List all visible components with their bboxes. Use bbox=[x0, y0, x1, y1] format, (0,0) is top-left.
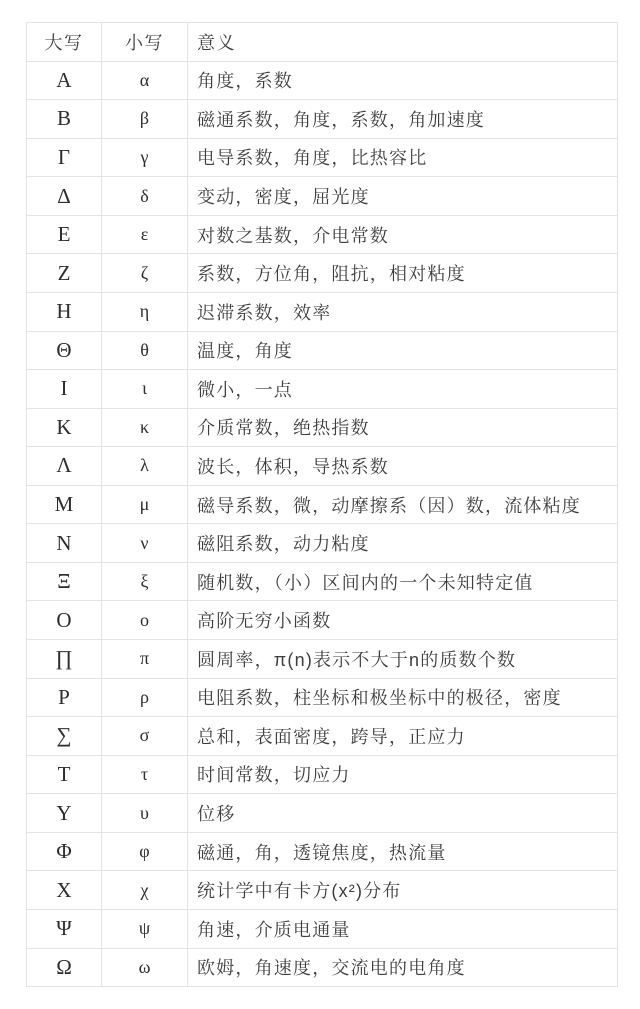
meaning-text: 温度，角度 bbox=[187, 332, 617, 370]
table-header-row bbox=[27, 23, 617, 61]
uppercase-letter: ∑ bbox=[56, 723, 72, 748]
uppercase-letter: Ξ bbox=[57, 569, 71, 594]
meaning-text: 位移 bbox=[187, 794, 617, 832]
meaning-text: 欧姆，角速度，交流电的电角度 bbox=[187, 949, 617, 987]
uppercase-letter: Y bbox=[56, 800, 72, 825]
meaning-text: 统计学中有卡方(x²)分布 bbox=[187, 871, 617, 909]
table-row bbox=[27, 446, 617, 485]
uppercase-letter: Ω bbox=[56, 954, 72, 979]
uppercase-letter: O bbox=[56, 607, 72, 632]
uppercase-letter: P bbox=[58, 684, 70, 709]
meaning-text: 微小，一点 bbox=[187, 370, 617, 408]
lowercase-letter: υ bbox=[101, 794, 187, 832]
uppercase-letter: A bbox=[56, 67, 72, 92]
table-row bbox=[27, 99, 617, 138]
uppercase-letter: E bbox=[57, 222, 71, 247]
uppercase-letter: T bbox=[57, 761, 71, 786]
lowercase-letter: φ bbox=[101, 833, 187, 871]
lowercase-letter: ι bbox=[101, 370, 187, 408]
table-row bbox=[27, 369, 617, 408]
meaning-text: 变动，密度，屈光度 bbox=[187, 177, 617, 215]
uppercase-letter: I bbox=[60, 376, 68, 401]
meaning-text: 角度，系数 bbox=[187, 62, 617, 100]
table-row bbox=[27, 639, 617, 678]
meaning-text: 波长，体积，导热系数 bbox=[187, 447, 617, 485]
table-row bbox=[27, 755, 617, 794]
table-row bbox=[27, 253, 617, 292]
greek-letter-table bbox=[26, 22, 618, 987]
meaning-text: 高阶无穷小函数 bbox=[187, 601, 617, 639]
lowercase-letter: α bbox=[101, 62, 187, 100]
meaning-text: 角速，介质电通量 bbox=[187, 910, 617, 948]
meaning-text: 电阻系数，柱坐标和极坐标中的极径，密度 bbox=[187, 679, 617, 717]
meaning-text: 系数，方位角，阻抗，相对粘度 bbox=[187, 254, 617, 292]
table-row bbox=[27, 948, 617, 987]
uppercase-letter: X bbox=[56, 877, 72, 902]
lowercase-letter: ρ bbox=[101, 679, 187, 717]
meaning-text: 总和，表面密度，跨导，正应力 bbox=[187, 717, 617, 755]
table-row bbox=[27, 600, 617, 639]
table-row bbox=[27, 832, 617, 871]
lowercase-letter: ε bbox=[101, 216, 187, 254]
lowercase-letter: γ bbox=[101, 139, 187, 177]
table-row bbox=[27, 562, 617, 601]
lowercase-letter: σ bbox=[101, 717, 187, 755]
table-row bbox=[27, 909, 617, 948]
meaning-text: 磁阻系数，动力粘度 bbox=[187, 524, 617, 562]
uppercase-letter: K bbox=[56, 414, 72, 439]
uppercase-letter: Ψ bbox=[56, 916, 72, 941]
uppercase-letter: Λ bbox=[56, 453, 72, 478]
lowercase-letter: δ bbox=[101, 177, 187, 215]
uppercase-letter: H bbox=[56, 299, 72, 324]
table-row bbox=[27, 485, 617, 524]
meaning-text: 随机数，（小）区间内的一个未知特定值 bbox=[187, 563, 617, 601]
meaning-text: 电导系数，角度，比热容比 bbox=[187, 139, 617, 177]
lowercase-letter: χ bbox=[101, 871, 187, 909]
table-row bbox=[27, 793, 617, 832]
uppercase-letter: B bbox=[56, 106, 71, 131]
table-row bbox=[27, 716, 617, 755]
uppercase-letter: M bbox=[54, 492, 74, 517]
uppercase-letter: ∏ bbox=[55, 646, 73, 671]
meaning-text: 磁导系数，微，动摩擦系（因）数，流体粘度 bbox=[187, 486, 617, 524]
uppercase-letter: Θ bbox=[56, 337, 72, 362]
lowercase-letter: λ bbox=[101, 447, 187, 485]
lowercase-letter: ζ bbox=[101, 254, 187, 292]
lowercase-letter: ω bbox=[101, 949, 187, 987]
meaning-text: 对数之基数，介电常数 bbox=[187, 216, 617, 254]
lowercase-letter: ψ bbox=[101, 910, 187, 948]
header-lowercase: 小写 bbox=[101, 23, 187, 61]
table-row bbox=[27, 678, 617, 717]
uppercase-letter: Z bbox=[57, 260, 71, 285]
header-uppercase: 大写 bbox=[44, 32, 84, 53]
meaning-text: 时间常数，切应力 bbox=[187, 756, 617, 794]
table-row bbox=[27, 870, 617, 909]
table-row bbox=[27, 408, 617, 447]
meaning-text: 磁通系数，角度，系数，角加速度 bbox=[187, 100, 617, 138]
table-row bbox=[27, 215, 617, 254]
uppercase-letter: Δ bbox=[57, 183, 71, 208]
lowercase-letter: κ bbox=[101, 409, 187, 447]
lowercase-letter: ξ bbox=[101, 563, 187, 601]
uppercase-letter: Φ bbox=[56, 839, 72, 864]
table-row bbox=[27, 61, 617, 100]
header-meaning: 意义 bbox=[187, 23, 617, 61]
uppercase-letter: Γ bbox=[57, 144, 71, 169]
lowercase-letter: π bbox=[101, 640, 187, 678]
table-row bbox=[27, 138, 617, 177]
lowercase-letter: η bbox=[101, 293, 187, 331]
uppercase-letter: N bbox=[56, 530, 72, 555]
meaning-text: 磁通，角，透镜焦度，热流量 bbox=[187, 833, 617, 871]
lowercase-letter: τ bbox=[101, 756, 187, 794]
table-row bbox=[27, 331, 617, 370]
lowercase-letter: β bbox=[101, 100, 187, 138]
table-row bbox=[27, 292, 617, 331]
meaning-text: 圆周率，π(n)表示不大于n的质数个数 bbox=[187, 640, 617, 678]
lowercase-letter: μ bbox=[101, 486, 187, 524]
meaning-text: 迟滞系数，效率 bbox=[187, 293, 617, 331]
table-row bbox=[27, 176, 617, 215]
table-row bbox=[27, 523, 617, 562]
lowercase-letter: θ bbox=[101, 332, 187, 370]
meaning-text: 介质常数，绝热指数 bbox=[187, 409, 617, 447]
lowercase-letter: ν bbox=[101, 524, 187, 562]
lowercase-letter: ο bbox=[101, 601, 187, 639]
